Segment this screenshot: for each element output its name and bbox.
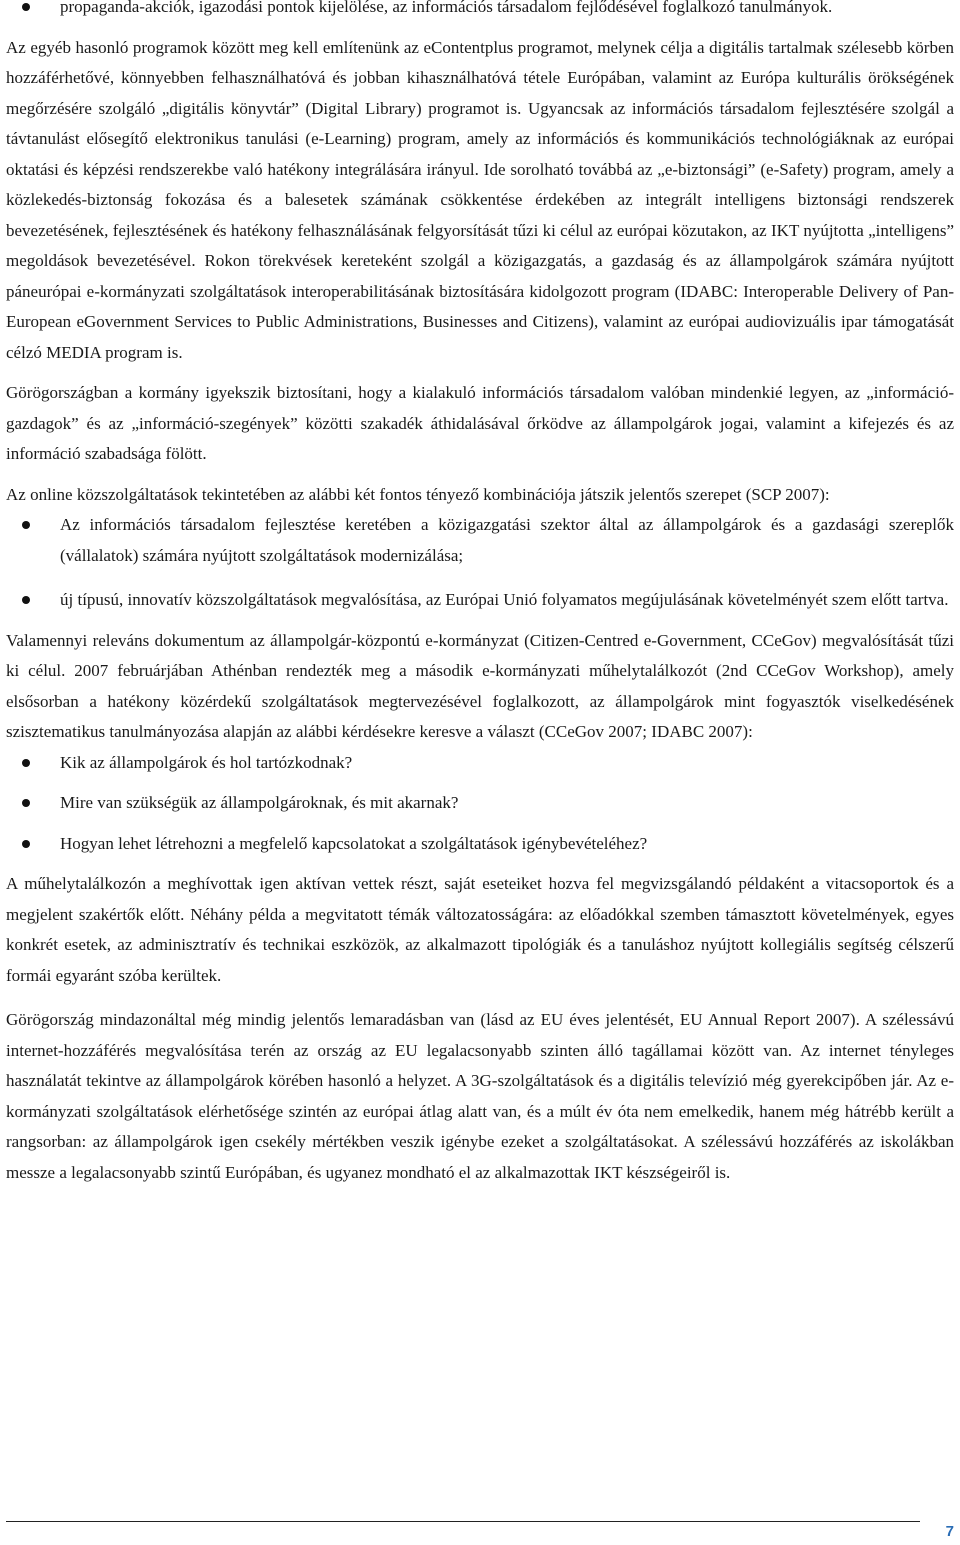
- list-item-text: új típusú, innovatív közszolgáltatások megvalósítása, az Európai Unió folyamatos megújulásának követelményét szem előtt tartva.: [60, 590, 949, 609]
- bullet-icon: [22, 3, 30, 11]
- list-item: [6, 585, 954, 616]
- list-item-text: propaganda-akciók, igazodási pontok kijelölése, az információs társadalom fejlődésével foglalkozó tanulmányok.: [60, 0, 833, 16]
- list-item: [6, 829, 954, 860]
- paragraph-workshop: A műhelytalálkozón a meghívottak igen aktívan vettek részt, saját eseteiket hozva fel megvizsgálandó példaként a vitacsoportok és a megjelent szakértők előtt. Néhány példa a megvitatott témák változatosságára: az előadókkal szemben támasztott követelmények, egyes konkrét esetek, az adminisztratív és technikai eszközök, az alkalmazott tipológiák és a tanuláshoz nyújtott kollegiális segítség célszerű formái egyaránt szóba kerültek.: [6, 874, 954, 985]
- list-item-text: Hogyan lehet létrehozni a megfelelő kapcsolatokat a szolgáltatások igénybevételéhez?: [60, 833, 648, 853]
- list-item-text: Mire van szükségük az állampolgároknak, és mit akarnak?: [60, 793, 459, 812]
- list-item: [6, 748, 954, 779]
- question-list: [6, 748, 954, 860]
- footer-divider: [6, 1521, 920, 1522]
- bullet-icon: [22, 521, 30, 529]
- list-item: [6, 788, 954, 819]
- list-item: [6, 0, 954, 23]
- list-item-text: Kik az állampolgárok és hol tartózkodnak?: [60, 752, 353, 772]
- paragraph-greece-lag: Görögország mindazonáltal még mindig jelentős lemaradásban van (lásd az EU éves jelentését, EU Annual Report 2007). A szélessávú internet-hozzáférés megvalósítása terén az ország az EU legalacsonyabb szinten álló tagállamai között van. Az internet tényleges használatát tekintve az állampolgárok körében hasonló a helyzet. A 3G-szolgáltatások és a digitális televízió még gyerekcipőben jár. Az e-kormányzati szolgáltatások elérhetősége szintén az európai átlag alatt van, és a múlt év óta nem emelkedik, hanem még hátrébb került a rangsorban: az állampolgárok igen csekély mértékben veszik igénybe ezeket a szolgáltatásokat. A szélessávú hozzáférés az iskolákban messze a legalacsonyabb szintű Európában, és ugyanez mondható el az alkalmazottak IKT készségeiről is.: [6, 1010, 954, 1182]
- paragraph-eu-programs: Az egyéb hasonló programok között meg kell említenünk az eContentplus programot, melynek célja a digitális tartalmak szélesebb körben hozzáférhetővé, könnyebben felhasználhatóvá és jobban kihasználhatóvá tétele Európában, valamint az Európa kulturális örökségének megőrzésére szolgáló „digitális könyvtár” (Digital Library) programot is. Ugyancsak az információs társadalom fejlesztésére szolgál a távtanulást elősegítő elektronikus tanulási (e-Learning) program, amely az információs és kommunikációs technológiáknak az európai oktatási és képzési rendszerekbe való hatékony integrálására irányul. Ide sorolható továbbá az „e-biztonsági” (e-Safety) program, amely a közlekedés-biztonság fokozása és a balesetek számának csökkentése érdekében az integrált intelligens biztonsági rendszerek bevezetésének, fejlesztésének és hatékony felhasználásának felgyorsítását tűzi ki célul az európai közutakon, az IKT nyújtotta „intelligens” megoldások bevezetésével. Rokon törekvések kereteként szolgál a közigazgatás, a gazdaság és az állampolgárok számára nyújtott páneurópai e-kormányzati szolgáltatások interoperabilitásának biztosítására kidolgozott program (IDABC: Interoperable Delivery of Pan-European eGovernment Services to Public Administrations, Businesses and Citizens), valamint az európai audiovizuális ipar támogatását célzó MEDIA program is.: [6, 37, 954, 362]
- top-bullet-list: [6, 0, 954, 23]
- factor-list: [6, 510, 954, 616]
- paragraph-online-services: Az online közszolgáltatások tekintetében az alábbi két fontos tényező kombinációja játszik jelentős szerepet (SCP 2007):: [6, 484, 830, 504]
- bullet-icon: [22, 759, 30, 767]
- list-item: [6, 510, 954, 571]
- bullet-icon: [22, 596, 30, 604]
- paragraph-greece-government: Görögországban a kormány igyekszik biztosítani, hogy a kialakuló információs társadalom valóban mindenkié legyen, az „információ-gazdagok” és az „információ-szegények” közötti szakadék áthidalásával őrködve az állampolgárok jogai, valamint a kifejezés és az információ szabadsága fölött.: [6, 383, 954, 463]
- list-item-text: Az információs társadalom fejlesztése keretében a közigazgatási szektor által az állampolgárok és a gazdasági szereplők (vállalatok) számára nyújtott szolgáltatások modernizálása;: [60, 515, 954, 565]
- bullet-icon: [22, 840, 30, 848]
- bullet-icon: [22, 799, 30, 807]
- document-page: [6, 0, 954, 1188]
- paragraph-ccegov: Valamennyi releváns dokumentum az állampolgár-központú e-kormányzat (Citizen-Centred e-Government, CCeGov) megvalósítását tűzi ki célul. 2007 februárjában Athénban rendezték meg a második e-kormányzati műhelytalálkozót (2nd CCeGov Workshop), amely elsősorban a hatékony közérdekű szolgáltatások megtervezésével foglalkozott, az állampolgárok mint fogyasztók viselkedésének szisztematikus tanulmányozása alapján az alábbi kérdésekre keresve a választ (CCeGov 2007; IDABC 2007):: [6, 630, 954, 741]
- page-number: 7: [945, 1523, 954, 1540]
